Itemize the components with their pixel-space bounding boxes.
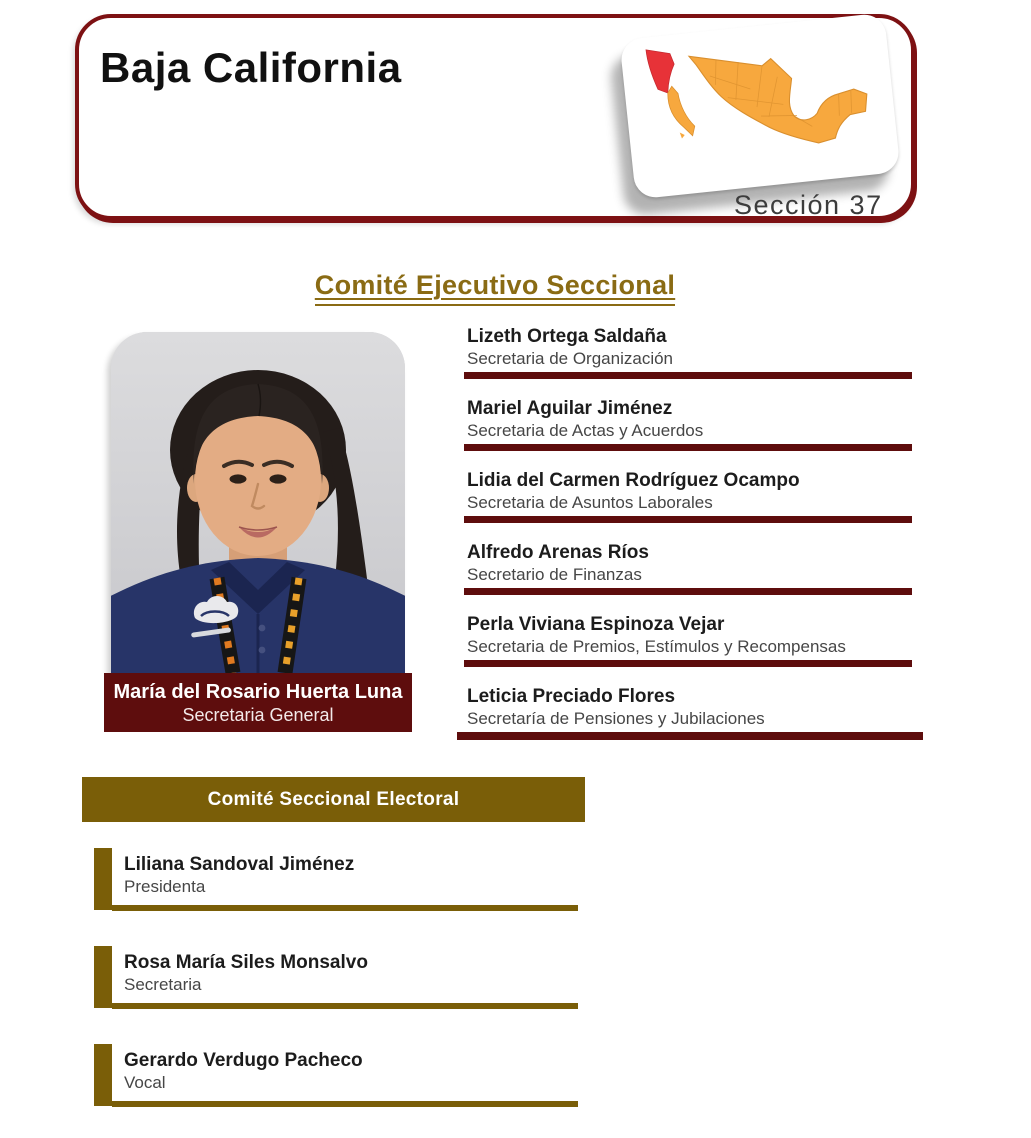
member-role: Secretaria de Asuntos Laborales	[467, 493, 713, 512]
member-role: Secretaria de Organización	[467, 349, 674, 368]
divider-bar	[457, 732, 923, 740]
executive-member	[467, 614, 927, 667]
electoral-committee-title: Comité Seccional Electoral	[82, 777, 585, 822]
member-role: Secretaría de Pensiones y Jubilaciones	[467, 709, 765, 728]
divider-bar	[464, 444, 912, 451]
member-name: Rosa María Siles Monsalvo	[124, 952, 368, 973]
divider-bar	[464, 660, 912, 667]
executive-member	[467, 686, 927, 740]
executive-members-list	[467, 326, 927, 759]
divider-bar	[112, 1101, 578, 1107]
state-title: Baja California	[100, 44, 402, 91]
executive-member	[467, 398, 927, 451]
executive-committee-title: Comité Ejecutivo Seccional	[315, 270, 675, 306]
divider-bar	[464, 372, 912, 379]
member-name: Perla Viviana Espinoza Vejar	[467, 614, 725, 635]
executive-member	[467, 326, 927, 379]
section-number-label: Sección 37	[734, 190, 883, 220]
member-name: Alfredo Arenas Ríos	[467, 542, 649, 563]
general-secretary-caption	[104, 673, 412, 732]
divider-bar	[112, 905, 578, 911]
general-secretary-name: María del Rosario Huerta Luna	[113, 681, 403, 703]
member-role: Secretario de Finanzas	[467, 565, 642, 584]
general-secretary-photo	[111, 332, 405, 673]
mexico-map-icon	[630, 20, 890, 193]
electoral-member	[94, 946, 584, 1009]
mexico-map-tile	[619, 13, 900, 200]
divider-bar	[464, 588, 912, 595]
executive-member	[467, 470, 927, 523]
member-role: Secretaria de Actas y Acuerdos	[467, 421, 704, 440]
accent-block	[94, 848, 112, 910]
header-card	[75, 14, 915, 220]
member-name: Mariel Aguilar Jiménez	[467, 398, 673, 419]
electoral-member	[94, 848, 584, 911]
executive-member	[467, 542, 927, 595]
member-name: Gerardo Verdugo Pacheco	[124, 1050, 363, 1071]
portrait-illustration	[111, 332, 405, 673]
divider-bar	[464, 516, 912, 523]
member-name: Leticia Preciado Flores	[467, 686, 676, 707]
executive-committee-heading-wrap	[75, 270, 915, 306]
member-name: Lidia del Carmen Rodríguez Ocampo	[467, 470, 800, 491]
general-secretary-role: Secretaria General	[182, 705, 334, 725]
member-role: Vocal	[124, 1073, 166, 1092]
member-name: Lizeth Ortega Saldaña	[467, 326, 667, 347]
member-role: Presidenta	[124, 877, 206, 896]
member-role: Secretaria	[124, 975, 202, 994]
accent-block	[94, 946, 112, 1008]
general-secretary-card	[104, 332, 412, 732]
electoral-members-list	[94, 848, 584, 1138]
electoral-member	[94, 1044, 584, 1107]
divider-bar	[112, 1003, 578, 1009]
member-role: Secretaria de Premios, Estímulos y Recompensas	[467, 637, 846, 656]
member-name: Liliana Sandoval Jiménez	[124, 854, 355, 875]
accent-block	[94, 1044, 112, 1106]
